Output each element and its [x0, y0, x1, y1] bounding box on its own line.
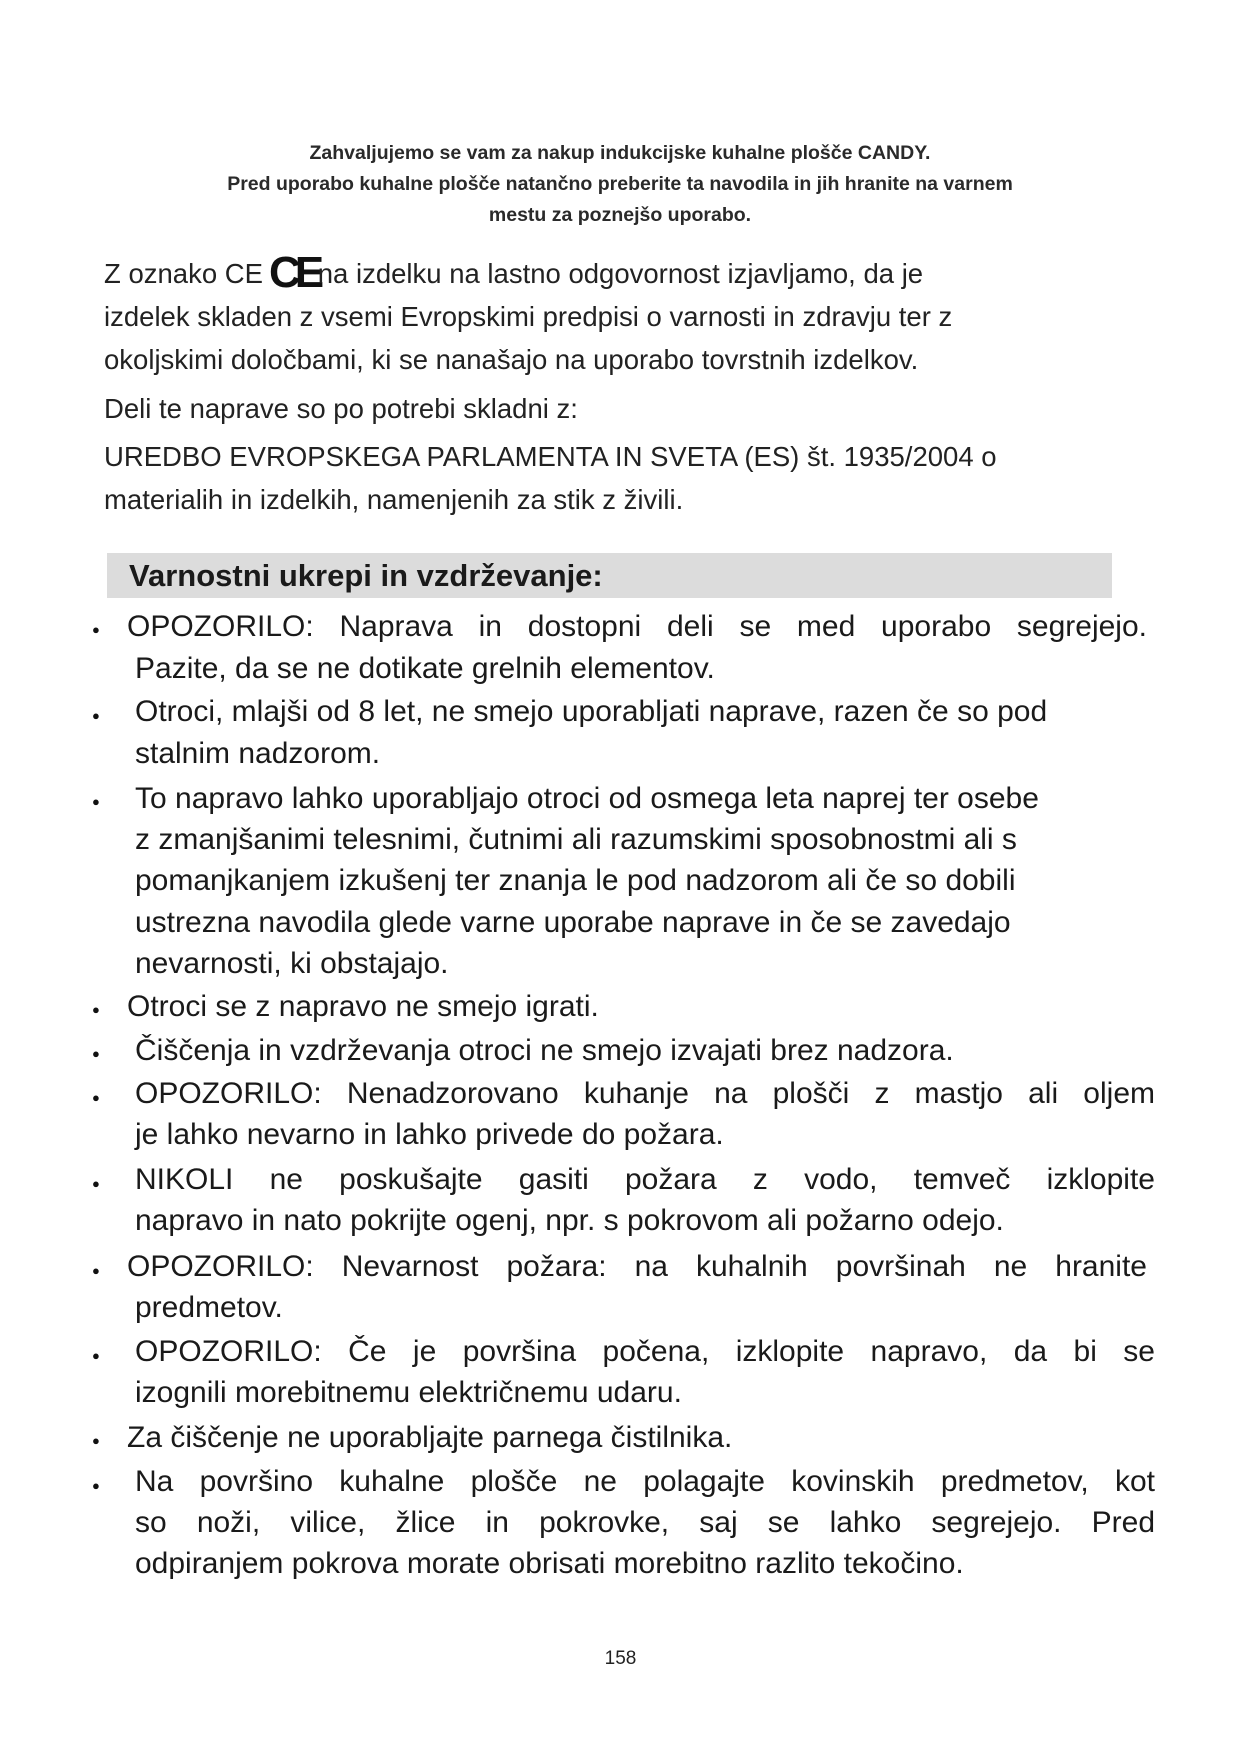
ce-line-3: okoljskimi določbami, ki se nanašajo na uporabo tovrstnih izdelkov. — [104, 344, 919, 375]
compliance-intro — [104, 387, 1164, 430]
ce-logo: CE — [268, 248, 319, 297]
ce-text-after: na izdelku na lastno odgovornost izjavljamo, da je — [317, 258, 924, 289]
intro-text — [150, 138, 1090, 231]
list-item-line: To napravo lahko uporabljajo otroci od osmega leta naprej ter osebe — [135, 782, 1039, 815]
bullet-dot: ● — [92, 794, 100, 809]
list-item-line: Čiščenja in vzdrževanja otroci ne smejo izvajati brez nadzora. — [135, 1034, 954, 1067]
list-item-line: je lahko nevarno in lahko privede do požara. — [135, 1118, 724, 1151]
ce-declaration — [104, 248, 1164, 381]
list-item-line: predmetov. — [135, 1291, 283, 1324]
bullet-dot: ● — [92, 1263, 100, 1278]
regulation-line-1: UREDBO EVROPSKEGA PARLAMENTA IN SVETA (ES) št. 1935/2004 o — [104, 441, 997, 472]
list-item-line: Na površino kuhalne plošče ne polagajte kovinskih predmetov, kot — [135, 1465, 1155, 1498]
bullet-dot: ● — [92, 708, 100, 723]
regulation-text — [104, 435, 1164, 521]
bullet-dot: ● — [92, 1176, 100, 1191]
ce-line-1 — [104, 248, 1164, 297]
list-item-line: so noži, vilice, žlice in pokrovke, saj se lahko segrejejo. Pred — [135, 1506, 1155, 1539]
bullet-dot: ● — [92, 1348, 100, 1363]
regulation-line-2: materialih in izdelkih, namenjenih za stik z živili. — [104, 484, 684, 515]
bullet-dot: ● — [92, 1478, 100, 1493]
bullet-dot: ● — [92, 622, 100, 637]
list-item-line: Otroci se z napravo ne smejo igrati. — [127, 990, 599, 1023]
bullet-dot: ● — [92, 1090, 100, 1105]
bullet-dot: ● — [92, 1002, 100, 1017]
bullet-dot: ● — [92, 1433, 100, 1448]
list-item-line: nevarnosti, ki obstajajo. — [135, 947, 449, 980]
section-header — [107, 553, 1112, 598]
list-item-line: Pazite, da se ne dotikate grelnih elementov. — [135, 652, 715, 685]
bullet-dot: ● — [92, 1046, 100, 1061]
list-item-line: OPOZORILO: Nevarnost požara: na kuhalnih površinah ne hranite — [127, 1250, 1147, 1283]
list-item-line: izognili morebitnemu električnemu udaru. — [135, 1376, 682, 1409]
list-item-line: Otroci, mlajši od 8 let, ne smejo uporabljati naprave, razen če so pod — [135, 695, 1048, 728]
ce-line-2: izdelek skladen z vsemi Evropskimi predpisi o varnosti in zdravju ter z — [104, 301, 953, 332]
list-item-line: OPOZORILO: Nenadzorovano kuhanje na plošči z mastjo ali oljem — [135, 1077, 1155, 1110]
list-item-line: stalnim nadzorom. — [135, 737, 381, 770]
list-item-line: pomanjkanjem izkušenj ter znanja le pod nadzorom ali če so dobili — [135, 864, 1016, 897]
page-number: 158 — [604, 1648, 637, 1669]
list-item-line: ustrezna navodila glede varne uporabe naprave in če se zavedajo — [135, 906, 1011, 939]
list-item-line: z zmanjšanimi telesnimi, čutnimi ali razumskimi sposobnostmi ali s — [135, 823, 1017, 856]
list-item-line: odpiranjem pokrova morate obrisati morebitno razlito tekočino. — [135, 1547, 964, 1580]
compliance-line: Deli te naprave so po potrebi skladni z: — [104, 393, 578, 424]
list-item-line: OPOZORILO: Naprava in dostopni deli se med uporabo segrejejo. — [127, 610, 1147, 643]
intro-line: mestu za poznejšo uporabo. — [488, 204, 752, 226]
list-item-line: napravo in nato pokrijte ogenj, npr. s pokrovom ali požarno odejo. — [135, 1204, 1004, 1237]
section-title: Varnostni ukrepi in vzdrževanje: — [129, 558, 603, 593]
ce-text-before: Z oznako CE — [104, 258, 263, 289]
intro-line: Pred uporabo kuhalne plošče natančno preberite ta navodila in jih hranite na varnem — [227, 173, 1013, 195]
list-item-line: NIKOLI ne poskušajte gasiti požara z vodo, temveč izklopite — [135, 1163, 1155, 1196]
list-item-line: Za čiščenje ne uporabljajte parnega čistilnika. — [127, 1421, 733, 1454]
intro-line: Zahvaljujemo se vam za nakup indukcijske kuhalne plošče CANDY. — [309, 142, 931, 164]
list-item-line: OPOZORILO: Če je površina počena, izklopite napravo, da bi se — [135, 1335, 1155, 1368]
